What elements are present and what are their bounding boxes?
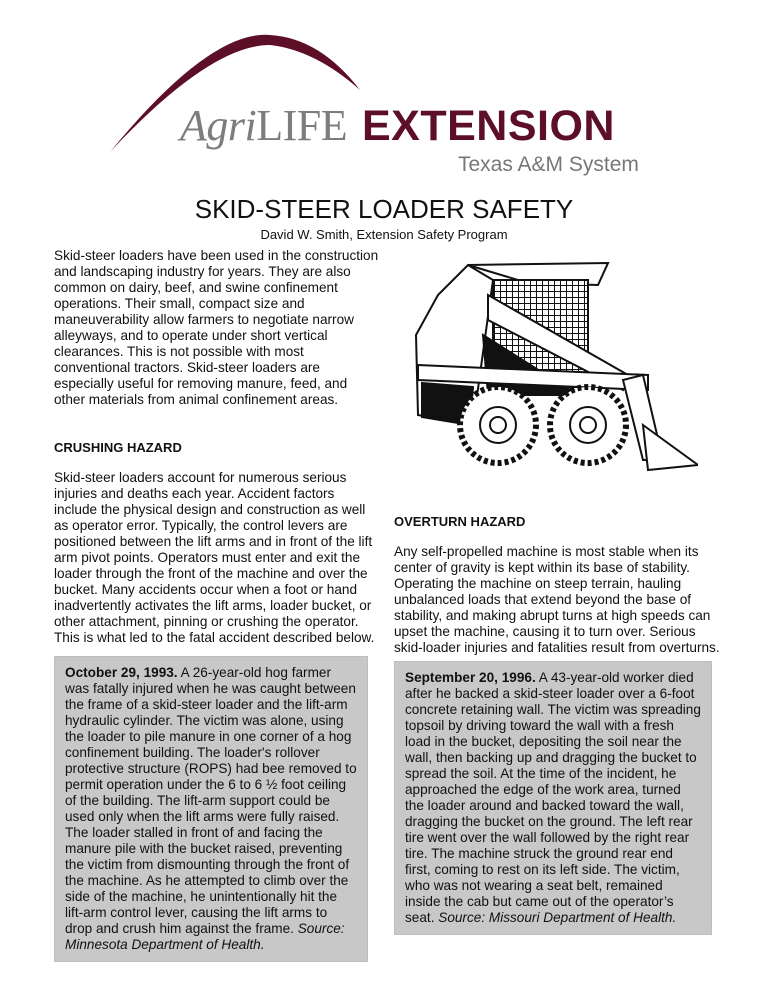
overturn-hazard-paragraph: Any self-propelled machine is most stable when its center of gravity is kept within its base of stability. Operating the machine on steep terrain, hauling unbalanced loads that extend beyond the base of stability, and making abrupt turns at high speeds can upset the machine, causing it to turn over. Serious skid-loader injuries and fatalities result from overturns. (394, 544, 720, 655)
crushing-hazard-paragraph: Skid-steer loaders account for numerous serious injuries and deaths each year. Accident factors include the physical design and construction as well as operator error. Typically, the control levers are positioned between the lift arms and in front of the lift arm pivot points. Operators must enter and exit the loader through the front of the machine and over the bucket. Many accidents occur when a foot or hand inadvertently activates the lift arms, loader bucket, or other attachment, pinning or crushing the operator. This is what led to the fatal accident described below. (54, 470, 375, 645)
left-column (54, 248, 380, 962)
case-text: A 43-year-old worker died after he backed a skid-steer loader over a 6-foot concrete retaining wall. The victim was spreading topsoil by driving toward the wall with a fresh load in the bucket, depositing the soil near the wall, then backing up and dragging the bucket to spread the soil. At the time of the incident, he approached the edge of the work area, turned the loader around and backed toward the wall, dragging the bucket on the ground. The left rear tire went over the wall followed by the right rear tire. The machine struck the ground rear end first, coming to rest on its left side. The victim, who was not wearing a seat belt, remained inside the cab but came out of the operator’s seat. (405, 670, 701, 925)
skid-steer-loader-illustration (398, 250, 698, 475)
case-source: Source: Minnesota Department of Health. (65, 921, 345, 952)
logo-system: Texas A&M System (458, 153, 639, 176)
page-title: SKID-STEER LOADER SAFETY (194, 194, 574, 224)
case-source: Source: Missouri Department of Health. (438, 910, 677, 925)
case-date: October 29, 1993. (65, 665, 178, 680)
overturn-case-box (394, 661, 712, 935)
case-date: September 20, 1996. (405, 670, 536, 685)
crushing-hazard-heading: CRUSHING HAZARD (54, 440, 182, 455)
case-text: A 26-year-old hog farmer was fatally injured when he was caught between the frame of a skid-steer loader and the lift-arm hydraulic cylinder. The victim was alone, using the loader to pile manure in one corner of a hog confinement building. The loader's rollover protective structure (ROPS) had bee removed to permit operation under the 6 to 6 ½ foot ceiling of the building. The lift-arm support could be used only when the lift arms were fully raised. The loader stalled in front of and facing the manure pile with the bucket raised, preventing the victim from dismounting through the front of the machine. As he attempted to climb over the side of the machine, he unintentionally hit the lift-arm control lever, causing the lift arms to drop and crush him against the frame. (65, 665, 357, 936)
logo-extension: EXTENSION (362, 102, 615, 150)
author-line: David W. Smith, Extension Safety Program (260, 227, 508, 242)
right-column (394, 514, 722, 935)
intro-paragraph: Skid-steer loaders have been used in the construction and landscaping industry for years. They are also common on dairy, beef, and swine confinement operations. Their small, compact size and maneuverability allow farmers to negotiate narrow alleyways, and to operate under short vertical clearances. This is not possible with most conventional tractors. Skid-steer loaders are especially useful for removing manure, feed, and other materials from animal confinement areas. (54, 248, 379, 407)
logo-agrilife: AgriLIFE (180, 101, 348, 150)
crushing-case-box (54, 656, 368, 962)
overturn-hazard-heading: OVERTURN HAZARD (394, 514, 526, 529)
